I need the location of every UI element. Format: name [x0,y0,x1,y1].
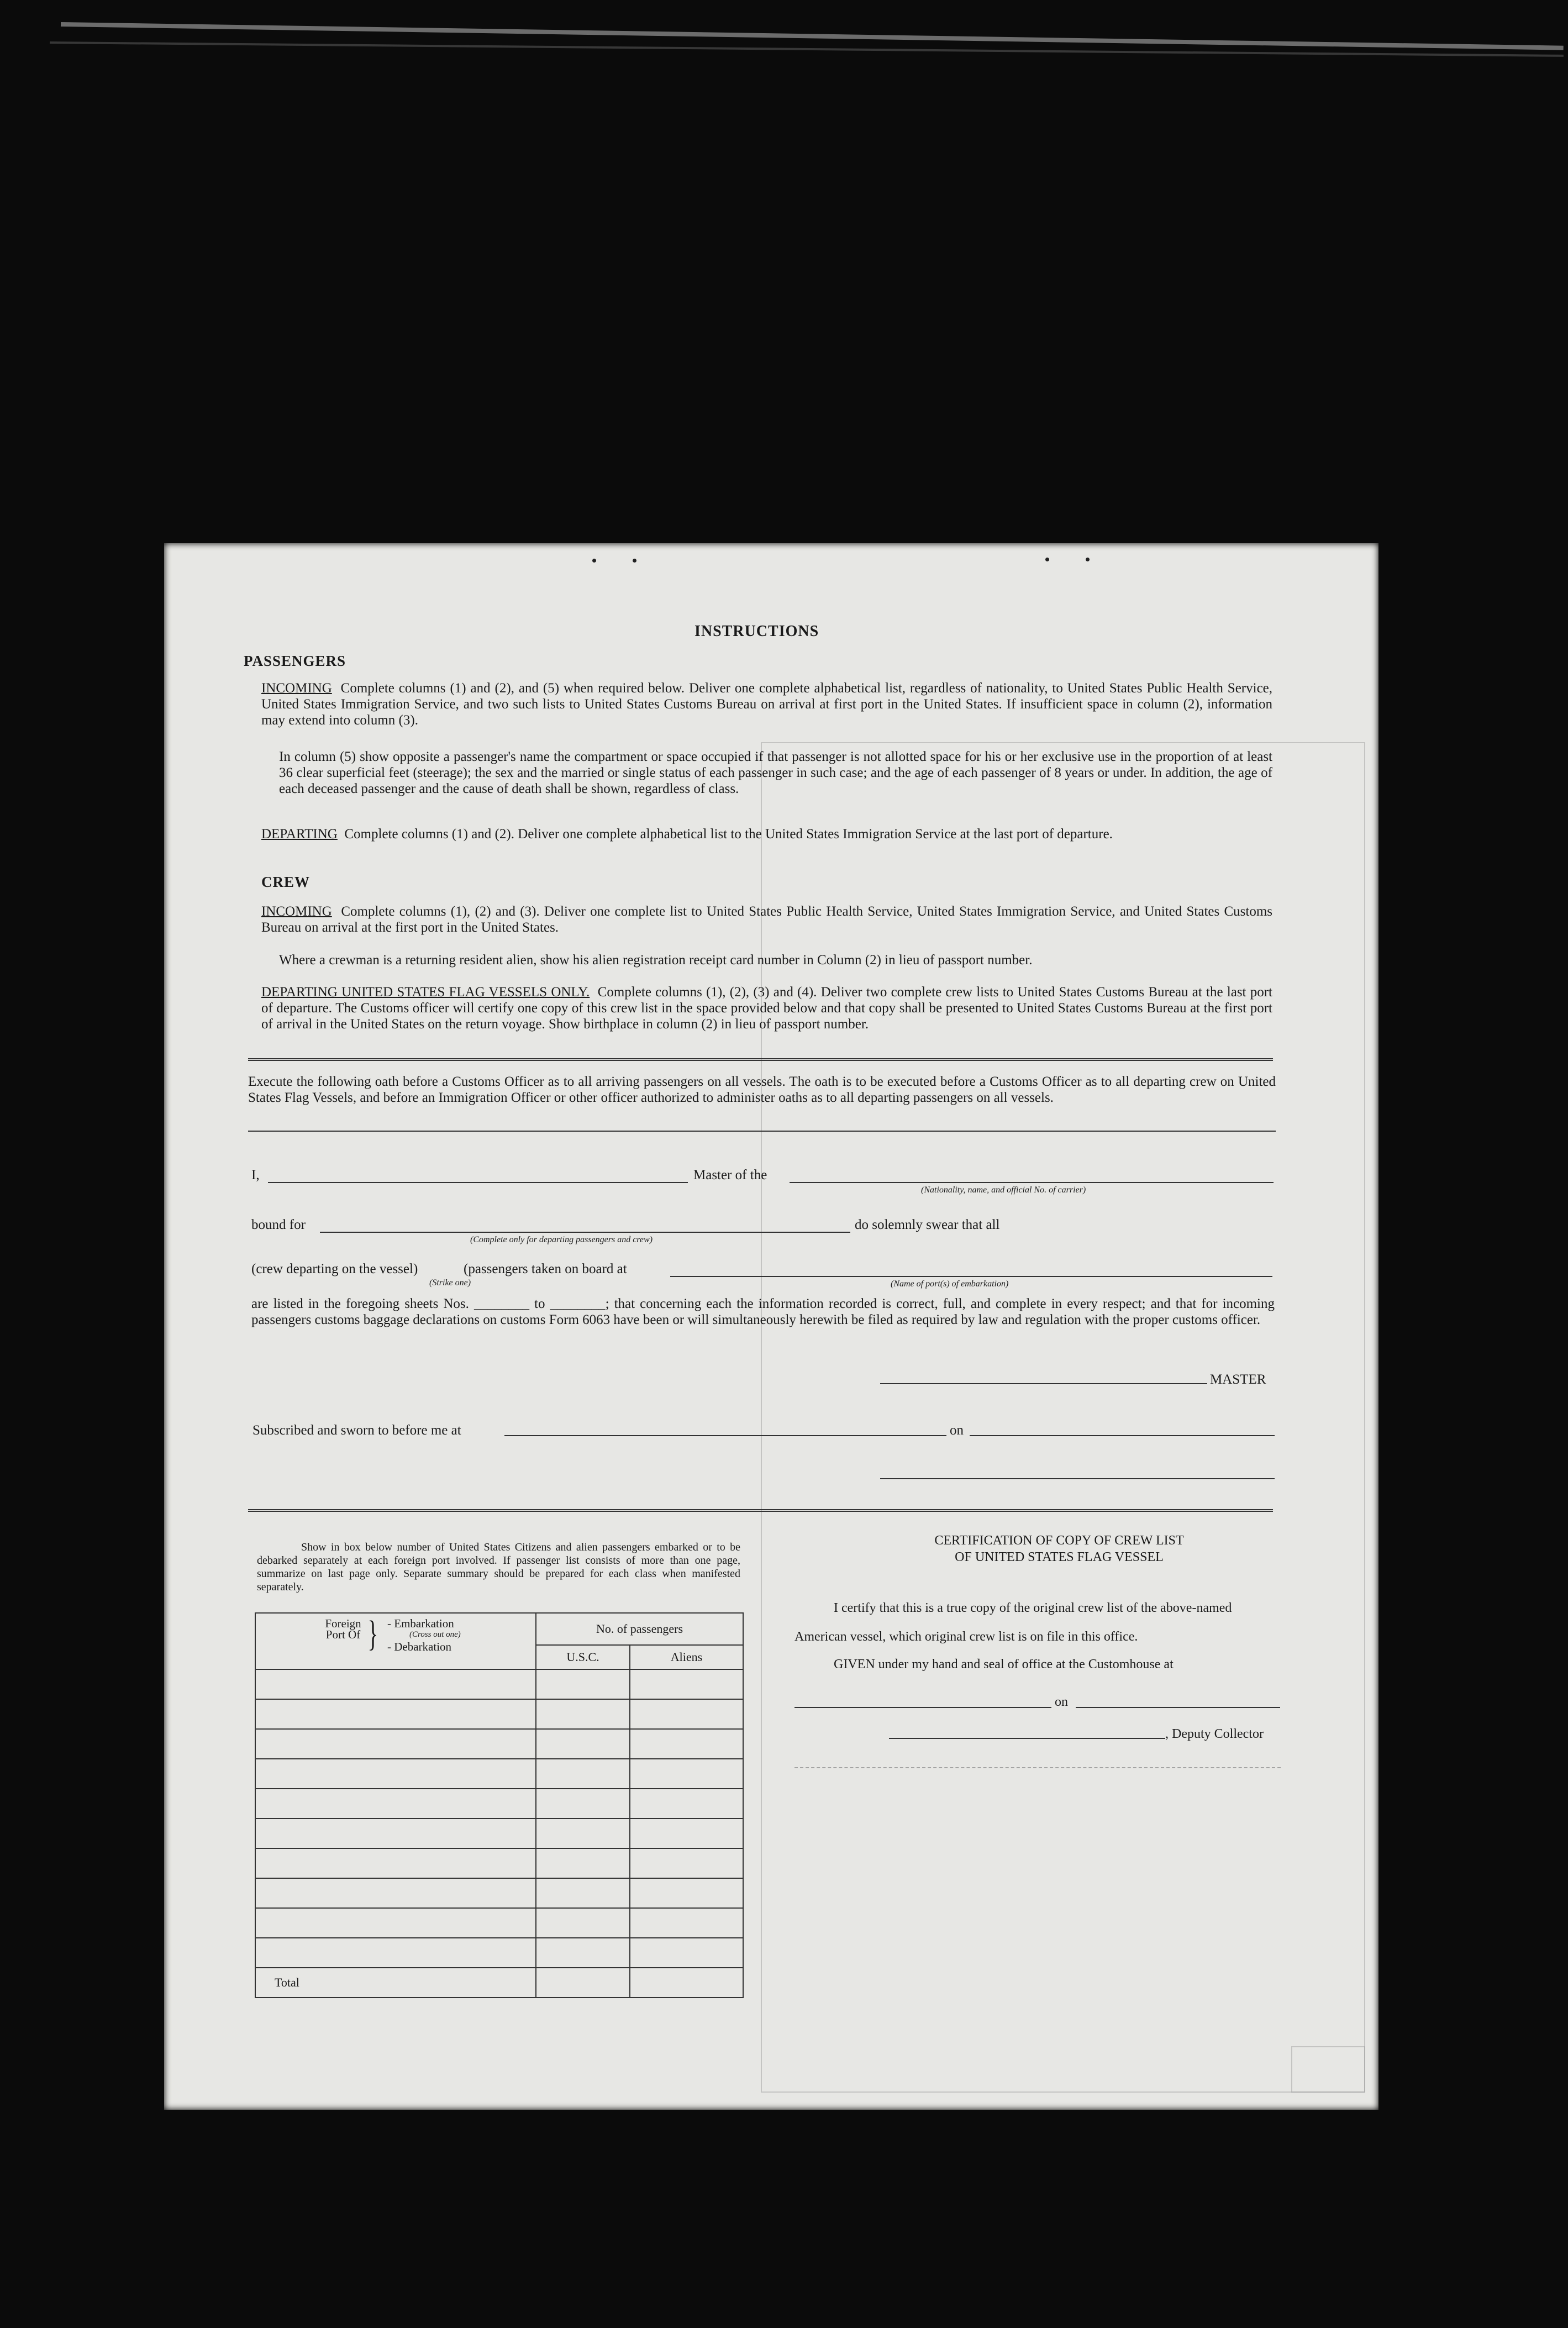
aliens-cell[interactable] [630,1908,743,1938]
subscribed-label: Subscribed and sworn to before me at [252,1423,461,1438]
departing-label: DEPARTING [261,827,338,842]
officer-signature-field[interactable] [880,1478,1275,1479]
sworn-date-field[interactable] [970,1435,1275,1436]
usc-cell[interactable] [536,1759,630,1789]
deputy-collector-label: , Deputy Collector [1165,1727,1264,1741]
passengers-heading: PASSENGERS [244,653,346,669]
table-row [255,1789,743,1819]
table-row [255,1908,743,1938]
usc-cell[interactable] [536,1729,630,1759]
total-label: Total [255,1968,536,1998]
master-of-label: Master of the [693,1168,767,1183]
aliens-cell[interactable] [630,1729,743,1759]
flag-vessels-text: Complete columns (1), (2), (3) and (4). Deliver two complete crew lists to United States Customs Bureau at the last port of departure. The Customs officer will certify one copy of this crew list in the space provided below and that copy shall be presented to United States Customs Bureau at the first port of arrival in the United States on the return voyage. Show birthplace in column (2) in lieu of passport number. [261,985,1272,1032]
scan-edge-line [61,22,1564,50]
given-text: GIVEN under my hand and seal of office at the Customhouse at [834,1657,1174,1672]
punch-dot [633,559,636,563]
debarkation-option[interactable]: - Debarkation [387,1640,452,1653]
aliens-cell[interactable] [630,1819,743,1848]
crew-incoming-paragraph [261,903,1272,936]
carrier-caption: (Nationality, name, and official No. of carrier) [921,1185,1086,1195]
table-row [255,1819,743,1848]
master-label: MASTER [1210,1372,1266,1387]
deputy-collector-signature-field[interactable] [889,1738,1165,1739]
resident-alien-paragraph: Where a crewman is a returning resident alien, show his alien registration receipt card number in Column (2) in lieu of passport number. [279,953,1033,968]
summary-instructions: Show in box below number of United States Citizens and alien passengers embarked or to be debarked separately at each foreign port involved. If passenger list consists of more than one page, summarize on last page only. Separate summary should be prepared for each class when manifested separately. [257,1541,740,1593]
table-row [255,1669,743,1699]
aliens-cell[interactable] [630,1699,743,1729]
table-row [255,1699,743,1729]
cert-on-label: on [1055,1695,1068,1709]
american-vessel-text: American vessel, which original crew list is on file in this office. [794,1630,1138,1644]
aliens-cell[interactable] [630,1789,743,1819]
bleed-through-dashes [794,1767,1281,1768]
crew-incoming-label: INCOMING [261,904,332,919]
punch-dot [592,559,596,563]
port-header-cell [255,1613,536,1669]
aliens-cell[interactable] [630,1669,743,1699]
crew-incoming-text: Complete columns (1), (2) and (3). Deliver one complete list to United States Public Health Service, United States Immigration Service, and United States Customs Bureau on arrival at the first port in the United States. [261,904,1273,935]
carrier-field[interactable] [790,1182,1274,1183]
table-row [255,1848,743,1878]
embarkation-ports-field[interactable] [670,1276,1272,1277]
certification-heading-1: CERTIFICATION OF COPY OF CREW LIST [934,1533,1184,1548]
usc-cell[interactable] [536,1669,630,1699]
swear-label: do solemnly swear that all [855,1217,1000,1232]
port-cell[interactable] [255,1759,536,1789]
port-cell[interactable] [255,1938,536,1968]
punch-dot [1086,558,1090,561]
oath-i-label: I, [251,1168,260,1183]
master-name-field[interactable] [268,1182,688,1183]
oath-intro: Execute the following oath before a Customs Officer as to all arriving passengers on all vessels. The oath is to be executed before a Customs Officer as to all departing crew on United States Flag Vessels, and before an Immigration Officer or other officer authorized to administer oaths as to all departing passengers on all vessels. [248,1074,1276,1105]
bound-for-caption: (Complete only for departing passengers and crew) [470,1235,653,1244]
port-cell[interactable] [255,1908,536,1938]
port-cell[interactable] [255,1878,536,1908]
section-divider [248,1058,1273,1061]
port-cell[interactable] [255,1848,536,1878]
flag-vessels-paragraph [261,984,1272,1032]
aliens-cell[interactable] [630,1938,743,1968]
total-usc-cell[interactable] [536,1968,630,1998]
aliens-cell[interactable] [630,1759,743,1789]
cert-date-field[interactable] [1076,1707,1280,1708]
departing-text: Complete columns (1) and (2). Deliver one complete alphabetical list to the United States Immigration Service at the last port of departure. [344,827,1113,842]
passengers-header-cell [536,1613,743,1669]
usc-cell[interactable] [536,1878,630,1908]
usc-cell[interactable] [536,1848,630,1878]
usc-cell[interactable] [536,1819,630,1848]
passengers-departing-paragraph [261,826,1272,842]
foreign-port-of-label: Foreign Port Of [325,1617,361,1641]
aliens-column-label: Aliens [670,1650,703,1664]
master-signature-field[interactable] [880,1383,1207,1384]
port-cell[interactable] [255,1669,536,1699]
brace-icon: } [367,1614,378,1654]
usc-cell[interactable] [536,1699,630,1729]
bound-for-field[interactable] [320,1232,850,1233]
page-title: INSTRUCTIONS [694,623,819,640]
certify-text: I certify that this is a true copy of the original crew list of the above-named [834,1601,1232,1615]
usc-cell[interactable] [536,1908,630,1938]
table-row [255,1878,743,1908]
ports-summary-table [255,1612,744,1998]
port-cell[interactable] [255,1789,536,1819]
ports-caption: (Name of port(s) of embarkation) [891,1279,1009,1289]
section-divider [248,1509,1273,1512]
bound-for-label: bound for [251,1217,306,1232]
incoming-label: INCOMING [261,681,332,696]
usc-cell[interactable] [536,1938,630,1968]
embarkation-option[interactable]: - Embarkation [387,1617,454,1630]
incoming-text: Complete columns (1) and (2), and (5) when required below. Deliver one complete alphabetical list, regardless of nationality, to United States Public Health Service, United States Immigration Service, and two such lists to United States Customs Bureau on arrival at first port in the United States. If insufficient space in column (2), information may extend into column (3). [261,681,1273,728]
port-cell[interactable] [255,1729,536,1759]
column5-paragraph: In column (5) show opposite a passenger's name the compartment or space occupied if that passenger is not allotted space for his or her exclusive use in the proportion of at least 36 clear superficial feet (steerage); the sex and the married or single status of each passenger in such case; and the age of each passenger of 8 years or under. In addition, the age of each deceased passenger and the cause of death shall be shown, regardless of class. [279,749,1272,796]
usc-cell[interactable] [536,1789,630,1819]
passengers-incoming-paragraph [261,680,1272,728]
customhouse-field[interactable] [794,1707,1051,1708]
form-page [164,543,1378,2110]
table-row [255,1938,743,1968]
no-of-passengers-label: No. of passengers [536,1614,743,1646]
total-row [255,1968,743,1998]
crew-departing-option[interactable]: (crew departing on the vessel) [251,1262,418,1276]
port-cell[interactable] [255,1819,536,1848]
cross-out-caption: (Cross out one) [409,1630,461,1639]
listed-sheets-paragraph: are listed in the foregoing sheets Nos. ________ to ________; that concerning each the information recorded is correct, full, and complete in every respect; and that for incoming passengers customs baggage declarations on customs Form 6063 have been or will simultaneously herewith be filed as required by law and regulation with the proper customs officer. [251,1296,1275,1327]
sworn-place-field[interactable] [504,1435,946,1436]
port-cell[interactable] [255,1699,536,1729]
crew-heading: CREW [261,874,311,890]
table-row [255,1759,743,1789]
flag-vessels-label: DEPARTING UNITED STATES FLAG VESSELS ONLY. [261,985,590,1000]
punch-dot [1045,558,1049,561]
table-row [255,1729,743,1759]
total-aliens-cell[interactable] [630,1968,743,1998]
bleed-through-stamp [1291,2046,1365,2093]
certification-heading-2: OF UNITED STATES FLAG VESSEL [955,1550,1164,1564]
passengers-taken-option[interactable]: (passengers taken on board at [464,1262,627,1276]
aliens-cell[interactable] [630,1878,743,1908]
divider [248,1131,1276,1132]
sworn-on-label: on [950,1423,964,1438]
usc-column-label: U.S.C. [536,1646,630,1669]
bleed-through-box [761,742,1365,2093]
aliens-cell[interactable] [630,1848,743,1878]
strike-one-caption: (Strike one) [429,1278,471,1288]
